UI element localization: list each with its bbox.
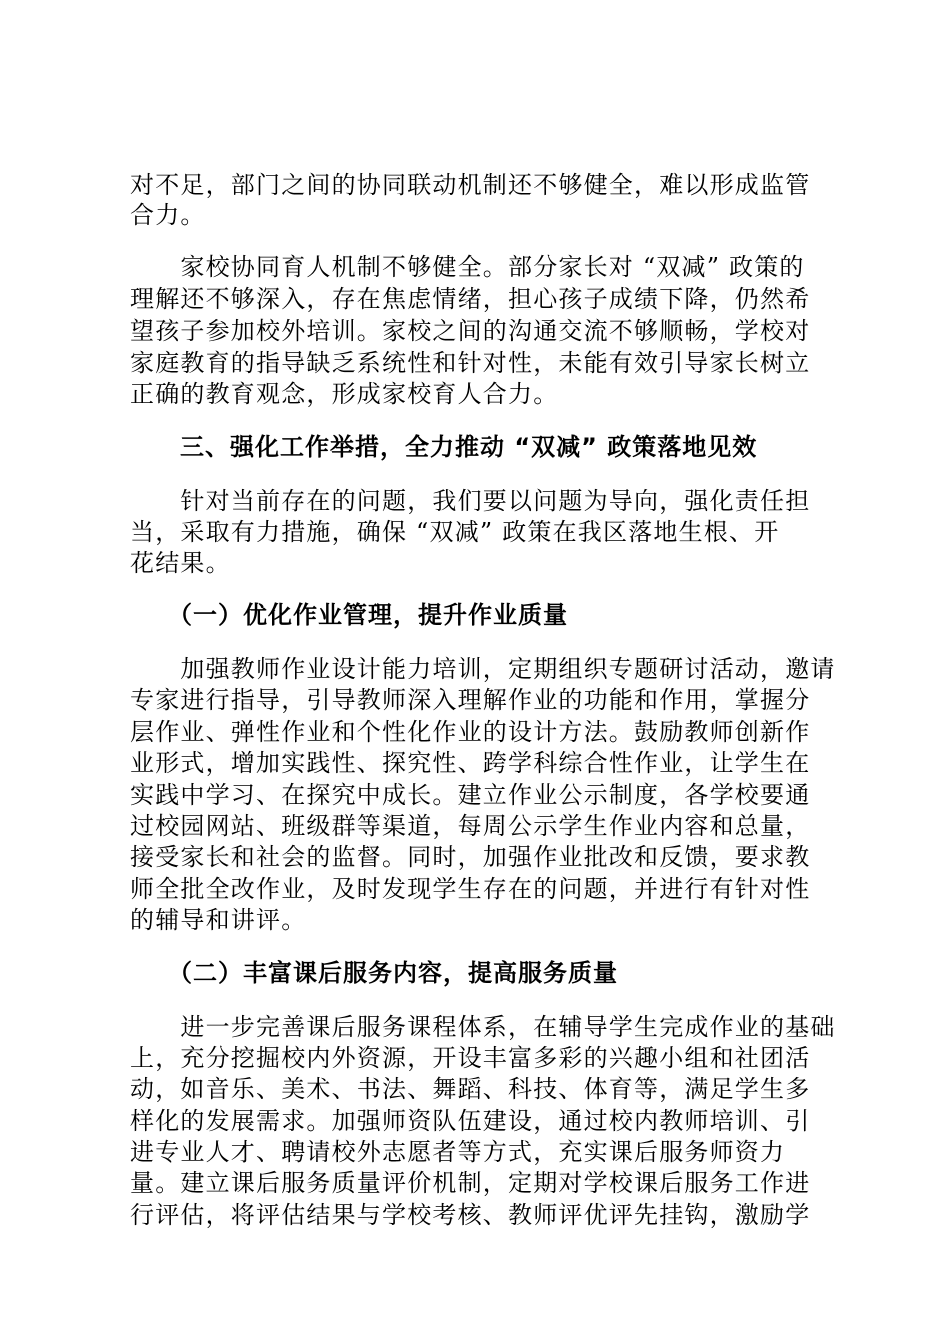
text-line: 当，采取有力措施，确保 “双减” 政策在我区落地生根、开 bbox=[130, 518, 780, 546]
text-line: 正确的教育观念，形成家校育人合力。 bbox=[130, 380, 559, 408]
text-line: 望孩子参加校外培训。家校之间的沟通交流不够顺畅，学校对 bbox=[130, 317, 811, 345]
text-line: 行评估，将评估结果与学校考核、教师评优评先挂钩，激励学 bbox=[130, 1201, 811, 1229]
text-line: 进一步完善课后服务课程体系，在辅导学生完成作业的基础 bbox=[130, 1013, 836, 1041]
text-line: 家校协同育人机制不够健全。部分家长对 “双减” 政策的 bbox=[130, 253, 805, 281]
text-line: 动，如音乐、美术、书法、舞蹈、科技、体育等，满足学生多 bbox=[130, 1075, 811, 1103]
text-line: 过校园网站、班级群等渠道，每周公示学生作业内容和总量， bbox=[130, 812, 811, 840]
text-line: 针对当前存在的问题，我们要以问题为导向，强化责任担 bbox=[130, 487, 811, 515]
text-line: 上，充分挖掘校内外资源，开设丰富多彩的兴趣小组和社团活 bbox=[130, 1044, 811, 1072]
text-line: 师全批全改作业，及时发现学生存在的问题，并进行有针对性 bbox=[130, 875, 811, 903]
text-line: 的辅导和讲评。 bbox=[130, 906, 307, 934]
text-line: 量。建立课后服务质量评价机制，定期对学校课后服务工作进 bbox=[130, 1169, 811, 1197]
text-line: 合力。 bbox=[130, 201, 206, 229]
text-line: 花结果。 bbox=[130, 549, 231, 577]
text-line: 家庭教育的指导缺乏系统性和针对性，未能有效引导家长树立 bbox=[130, 349, 811, 377]
text-line: 专家进行指导，引导教师深入理解作业的功能和作用，掌握分 bbox=[130, 686, 811, 714]
text-line: 接受家长和社会的监督。同时，加强作业批改和反馈，要求教 bbox=[130, 843, 811, 871]
subsection-heading: （二）丰富课后服务内容，提高服务质量 bbox=[130, 959, 618, 987]
text-line: 对不足，部门之间的协同联动机制还不够健全，难以形成监管 bbox=[130, 171, 811, 199]
subsection-heading: （一）优化作业管理，提升作业质量 bbox=[130, 601, 568, 629]
section-heading: 三、强化工作举措，全力推动 “双减” 政策落地见效 bbox=[130, 433, 758, 461]
text-line: 样化的发展需求。加强师资队伍建设，通过校内教师培训、引 bbox=[130, 1107, 811, 1135]
text-line: 理解还不够深入，存在焦虑情绪，担心孩子成绩下降，仍然希 bbox=[130, 285, 811, 313]
text-line: 实践中学习、在探究中成长。建立作业公示制度，各学校要通 bbox=[130, 781, 811, 809]
text-line: 层作业、弹性作业和个性化作业的设计方法。鼓励教师创新作 bbox=[130, 718, 811, 746]
text-line: 进专业人才、聘请校外志愿者等方式，充实课后服务师资力 bbox=[130, 1138, 786, 1166]
text-line: 业形式，增加实践性、探究性、跨学科综合性作业，让学生在 bbox=[130, 749, 811, 777]
text-line: 加强教师作业设计能力培训，定期组织专题研讨活动，邀请 bbox=[130, 655, 836, 683]
